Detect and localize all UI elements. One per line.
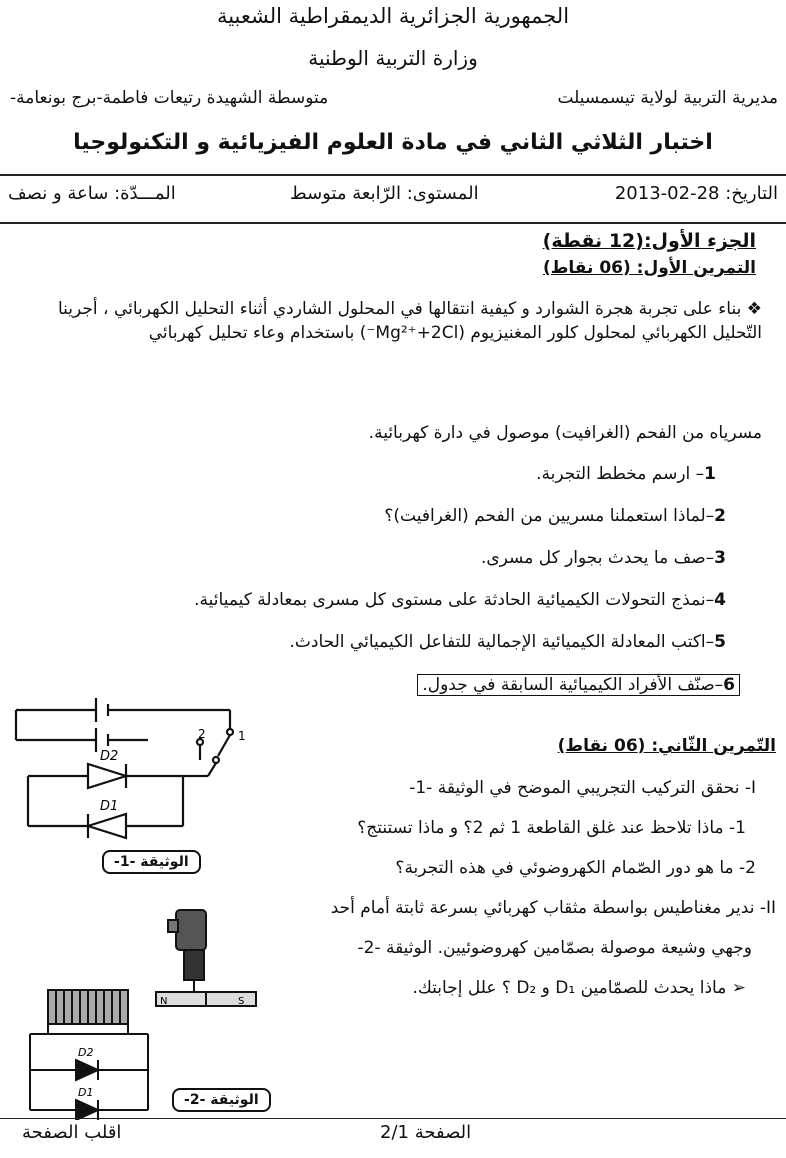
magnet-pole-s: S bbox=[238, 996, 245, 1007]
school-label: متوسطة الشهيدة رتيعات فاطمة-برج بونعامة- bbox=[10, 88, 329, 108]
exercise1-intro-text: بناء على تجربة هجرة الشوارد و كيفية انتقالها في المحلول الشاردي أثناء التحليل الكهربائي ، أجرينا التّحليل الكهربائي لمحلول كلور المغنيزيوم (Mg²⁺+2Cl⁻) باستخدام وعاء تحليل كهربائي bbox=[58, 299, 762, 343]
diode-label-d2: D2 bbox=[100, 749, 119, 764]
ex1-question-1 bbox=[536, 464, 716, 484]
footer-divider bbox=[0, 1118, 786, 1119]
ex2-part-II-line2: وجهي وشيعة موصولة بصمّامين كهروضوئيين. الوثيقة -2- bbox=[357, 938, 752, 958]
ex2-part-I: I- نحقق التركيب التجريبي الموضح في الوثيقة -1- bbox=[409, 778, 756, 798]
exam-duration: المـــدّة: ساعة و نصف bbox=[8, 183, 176, 204]
exercise1-intro bbox=[22, 298, 762, 346]
coil-magnet-diagram-doc2 bbox=[8, 900, 278, 1120]
q-text: –لماذا استعملنا مسريين من الفحم (الغرافيت)؟ bbox=[384, 506, 715, 526]
republic-heading: الجمهورية الجزائرية الديمقراطية الشعبية bbox=[216, 4, 570, 28]
diode2-label-d1: D1 bbox=[78, 1086, 94, 1099]
ex1-question-2 bbox=[384, 506, 726, 526]
turn-page-note: اقلب الصفحة bbox=[22, 1122, 122, 1143]
ex2-part-II-line1: II- ندير مغناطيس بواسطة مثقاب كهربائي بسرعة ثابتة أمام أحد bbox=[330, 898, 776, 918]
ex1-question-4 bbox=[194, 590, 726, 610]
part1-title: الجزء الأول:(12 نقطة) bbox=[542, 230, 756, 252]
ex2-question-I2: 2- ما هو دور الصّمام الكهروضوئي في هذه التجربة؟ bbox=[395, 858, 756, 878]
q-number: 4 bbox=[714, 590, 726, 610]
diode-label-d1: D1 bbox=[100, 799, 119, 814]
exercise2-title: التّمرين الثّاني: (06 نقاط) bbox=[557, 736, 776, 756]
exam-date: التاريخ: 28-02-2013 bbox=[614, 183, 778, 204]
ex1-question-6 bbox=[417, 674, 740, 696]
ex2-question-II bbox=[412, 978, 746, 998]
ex1-question-3 bbox=[481, 548, 726, 568]
q-text: – ارسم مخطط التجربة. bbox=[536, 464, 705, 484]
q-number: 6 bbox=[723, 675, 735, 695]
exercise1-title: التمرين الأول: (06 نقاط) bbox=[542, 258, 756, 278]
q-text: –اكتب المعادلة الكيميائية الإجمالية للتفاعل الكيميائي الحادث. bbox=[289, 632, 715, 652]
exam-level: المستوى: الرّابعة متوسط bbox=[290, 183, 479, 204]
exam-title: اختبار الثلاثي الثاني في مادة العلوم الفيزيائية و التكنولوجيا bbox=[73, 130, 713, 155]
q-number: 3 bbox=[714, 548, 726, 568]
doc2-label: الوثيقة -2- bbox=[172, 1088, 271, 1112]
switch-label-2: 2 bbox=[198, 727, 206, 741]
header-divider-bottom bbox=[0, 222, 786, 224]
ministry-heading: وزارة التربية الوطنية bbox=[308, 46, 478, 70]
arrow-bullet-icon: ➢ bbox=[726, 978, 746, 998]
magnet-pole-n: N bbox=[160, 996, 168, 1007]
q-number: 1 bbox=[704, 464, 716, 484]
ex1-question-5 bbox=[289, 632, 726, 652]
ex2-question-I1: 1- ماذا تلاحظ عند غلق القاطعة 1 ثم 2؟ و ماذا تستنتج؟ bbox=[357, 818, 746, 838]
directorate-label: مديرية التربية لولاية تيسمسيلت bbox=[557, 88, 778, 108]
ex2-question-II-text: ماذا يحدث للصمّامين D₁ و D₂ ؟ علل إجابتك. bbox=[412, 978, 727, 998]
q-number: 5 bbox=[714, 632, 726, 652]
doc1-label: الوثيقة -1- bbox=[102, 850, 201, 874]
diode2-label-d2: D2 bbox=[78, 1046, 94, 1059]
page-number: الصفحة 2/1 bbox=[380, 1122, 472, 1143]
q-text: –صنّف الأفراد الكيميائية السابقة في جدول. bbox=[422, 675, 724, 695]
switch-label-1: 1 bbox=[238, 729, 246, 743]
q-number: 2 bbox=[714, 506, 726, 526]
header-divider-top bbox=[0, 174, 786, 176]
q-text: –نمذج التحولات الكيميائية الحادثة على مستوى كل مسرى بمعادلة كيميائية. bbox=[194, 590, 715, 610]
exercise1-intro2: مسرياه من الفحم (الغرافيت) موصول في دارة كهربائية. bbox=[368, 423, 762, 443]
q-text: –صف ما يحدث بجوار كل مسرى. bbox=[480, 548, 715, 568]
circuit-diagram-doc1 bbox=[8, 680, 248, 850]
bullet-icon: ❖ bbox=[741, 299, 762, 319]
